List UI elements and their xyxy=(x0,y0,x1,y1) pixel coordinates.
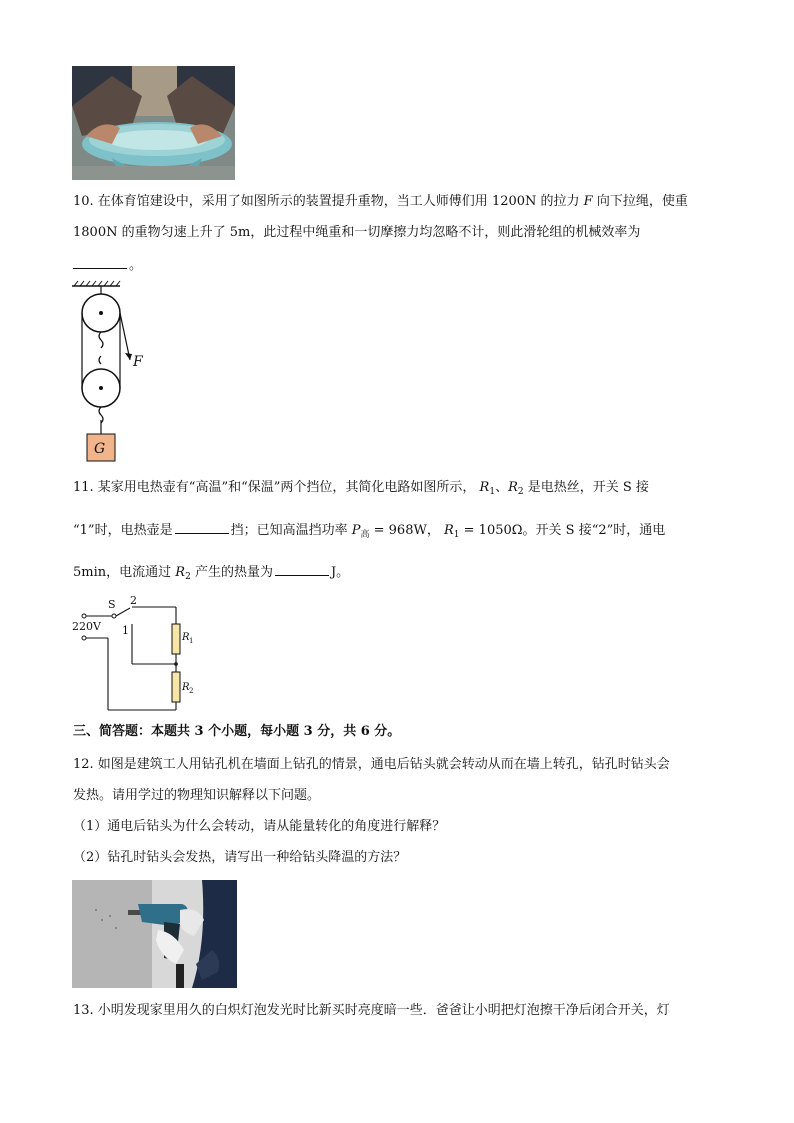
q10-line-2: 1800N 的重物匀速上升了 5m，此过程中绳重和一切摩擦力均忽略不计，则此滑轮组的机械效率为 xyxy=(73,225,641,240)
drill-photo xyxy=(72,880,237,988)
svg-text:220V: 220V xyxy=(72,620,101,633)
svg-text:R: R xyxy=(182,682,190,693)
water-basin-photo xyxy=(72,66,235,180)
circuit-diagram xyxy=(70,594,200,716)
q12-line-1: 12. 如图是建筑工人用钻孔机在墙面上钻孔的情景，通电后钻头就会转动从而在墙上转孔，钻孔时钻头会 xyxy=(73,757,670,772)
force-symbol: F xyxy=(583,194,593,209)
svg-text:1: 1 xyxy=(189,637,194,645)
q11-line-3: 5min，电流通过 $R_2$ 产生的热量为 J。 xyxy=(73,565,350,582)
svg-text:2: 2 xyxy=(189,687,194,695)
svg-text:1: 1 xyxy=(122,624,129,637)
force-label: F xyxy=(133,354,143,370)
answer-blank xyxy=(275,563,329,576)
q12-sub-1: （1）通电后钻头为什么会转动，请从能量转化的角度进行解释？ xyxy=(73,819,446,834)
answer-blank xyxy=(175,521,229,534)
answer-blank xyxy=(73,256,127,269)
q10-line-1: 10. 在体育馆建设中，采用了如图所示的装置提升重物，当工人师傅们用 1200N 的拉力 F 向下拉绳，使重 xyxy=(73,194,688,209)
section-heading: 三、简答题：本题共 3 个小题，每小题 3 分，共 6 分。 xyxy=(73,724,401,739)
q11-line-2: “1”时，电热壶是 挡；已知高温挡功率 $P_高 = 968W$， $R_1 = 1050\Omega$。开关 S 接“2”时，通电 xyxy=(73,523,666,540)
q12-sub-2: （2）钻孔时钻头会发热，请写出一种给钻头降温的方法？ xyxy=(73,850,407,865)
q12-line-2: 发热。请用学过的物理知识解释以下问题。 xyxy=(73,788,321,803)
q10-line-3: 。 xyxy=(73,256,142,275)
pulley-diagram xyxy=(70,280,160,466)
q11-line-1: 11. 某家用电热壶有“高温”和“保温”两个挡位，其简化电路如图所示， $R_1$、$R_2$ 是电热丝，开关 S 接 xyxy=(73,480,649,497)
q13-line-1: 13. 小明发现家里用久的白炽灯泡发光时比新买时亮度暗一些．爸爸让小明把灯泡擦干净后闭合开关，灯 xyxy=(73,1003,670,1018)
svg-text:2: 2 xyxy=(130,594,137,607)
svg-text:S: S xyxy=(108,598,116,611)
svg-text:R: R xyxy=(182,632,190,643)
weight-label: G xyxy=(94,441,106,457)
